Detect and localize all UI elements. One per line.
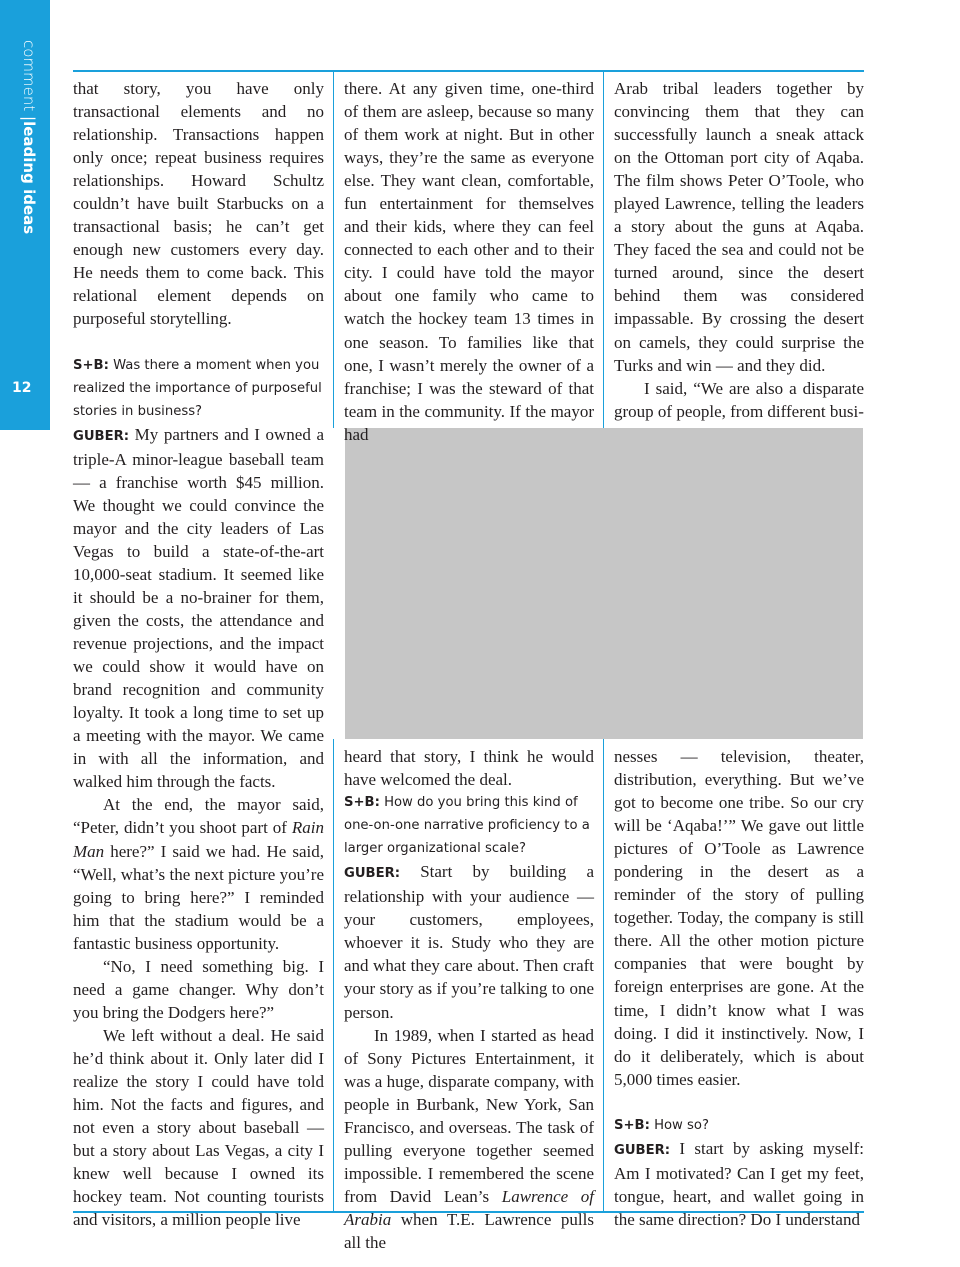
photo-placeholder [345,428,863,739]
interview-question [614,1114,864,1137]
column-divider-2-top [603,72,604,428]
answer-text: I start by asking myself: Am I motivated? Can I get my feet, tongue, heart, and wallet going in the same direction? Do I understand [614,1138,864,1229]
film-title: Lawrence of Arabia [344,1186,595,1229]
paragraph-gap [614,1091,864,1114]
body-paragraph: Arab tribal leaders together by convincing them that they can successfully launch a sneak attack on the Ottoman port city of Aqaba. The film shows Peter O’Toole, who played Lawrence, telling the leaders a story about the guns at Aqaba. They faced the sea and could not be turned around, since the desert behind them was considered impassable. By crossing the desert on camels, they could surprise the Turks and win — and they did. [614,79,864,375]
question-label: S+B: [73,357,109,373]
interview-answer [614,1137,864,1231]
body-paragraph: nesses — television, theater, distribution, everything. But we’ve got to become one tribe. So our cry will be ‘Aqaba!’” We gave out little pictures of O’Toole as Lawrence pondering in the desert as a reminder of the story of pulling together. Today, the company is still there. All the other motion picture companies that were bought by foreign enterprises are gone. At the time, I didn’t know what I was doing. I did it instinctively. Now, I do it deliberately, which is about 5,000 times easier. [614,747,864,1089]
body-paragraph [344,1024,594,1254]
film-title: Rain Man [73,818,324,861]
interview-question [73,354,324,423]
paragraph-gap [73,331,324,354]
body-paragraph: heard that story, I think he would have welcomed the deal. [344,747,594,790]
question-label: S+B: [614,1117,650,1133]
section-separator: | [20,116,38,122]
section-label [8,40,38,260]
text-run: At the end, the mayor said, “Peter, didn’t you shoot part of [73,795,324,838]
interview-answer [344,860,594,1023]
question-label: S+B: [344,795,380,811]
section-sidebar [0,0,50,430]
body-paragraph: We left without a deal. He said he’d think about it. Only later did I realize the story I could have told him. Not the facts and figures, and not even a story about baseball — but a story about Las Vegas, a city I knew well because I owned its hockey team. Not counting tourists and visitors, a million people live [73,1025,324,1230]
section-title: leading ideas [20,121,38,235]
answer-speaker: GUBER: [73,428,130,444]
section-name: comment [20,40,38,112]
answer-speaker: GUBER: [344,866,401,882]
article-column-3-bottom [614,745,864,1231]
interview-question [344,791,594,860]
top-rule [73,70,864,72]
answer-speaker: GUBER: [614,1142,671,1158]
body-paragraph [73,793,324,954]
column-divider-1-bottom [333,739,334,1211]
body-paragraph: I said, “We are also a disparate group of people, from different busi- [614,378,864,421]
question-text: How so? [649,1117,709,1133]
text-run: here?” I said we had. He said, “Well, what’s the next picture you’re going to bring here?” I reminded him that the stadium would be a fantastic business opportunity. [73,841,324,953]
article-column-2-top [344,77,594,446]
question-text: Was there a moment when you realized the importance of purposeful stories in business? [73,357,322,419]
body-paragraph: there. At any given time, one-third of them are asleep, because so many of them work at night. But in other ways, they’re the same as everyone else. They want clean, comfortable, fun entertainment for themselves and their kids, where they can feel connected to each other and to their city. I could have told the mayor about one family who came to watch the hockey team 13 times in one season. To families like that one, I wasn’t merely the owner of a franchise; I was the steward of that team in the community. If the mayor had [344,79,594,444]
article-column-2-bottom [344,745,594,1254]
article-column-3-top [614,77,864,423]
column-divider-2-bottom [603,739,604,1211]
article-column-1 [73,77,324,1231]
page-number: 12 [12,380,32,396]
answer-text: My partners and I owned a triple-A minor-league baseball team — a franchise worth $45 million. We thought we could convince the mayor and the city leaders of Las Vegas to build a state-of-the-art 10,000-seat stadium. It seemed like it should be a no-brainer for them, given the costs, the attendance and revenue projections, and the impact we could show it would have on brand recognition and community loyalty. It took a long time to set up a meeting with the mayor. We came in with all the information, and walked him through the facts. [73,424,324,792]
column-divider-1-top [333,72,334,428]
text-run: In 1989, when I started as head of Sony Pictures Entertainment, it was a huge, disparate company, with people in Burbank, New York, San Francisco, and overseas. The task of pulling everyone together seemed impossible. I remembered the scene from David Lean’s [344,1025,594,1206]
body-paragraph: “No, I need something big. I need a game changer. Why don’t you bring the Dodgers here?” [73,956,324,1022]
answer-text: Start by building a relationship with your audience — your customers, employees, whoever it is. Study who they are and what they care about. Then craft your story as if you’re talking to one person. [344,862,594,1022]
question-text: How do you bring this kind of one-on-one narrative proficiency to a larger organizational scale? [344,795,590,857]
interview-answer [73,423,324,794]
body-paragraph: that story, you have only transactional elements and no relationship. Transactions happen only once; repeat business requires relationships. Howard Schultz couldn’t have built Starbucks on a transactional basis; he can’t get enough new customers every day. He needs them to come back. This relational element depends on purposeful storytelling. [73,79,324,329]
text-run: when T.E. Lawrence pulls all the [344,1209,594,1252]
